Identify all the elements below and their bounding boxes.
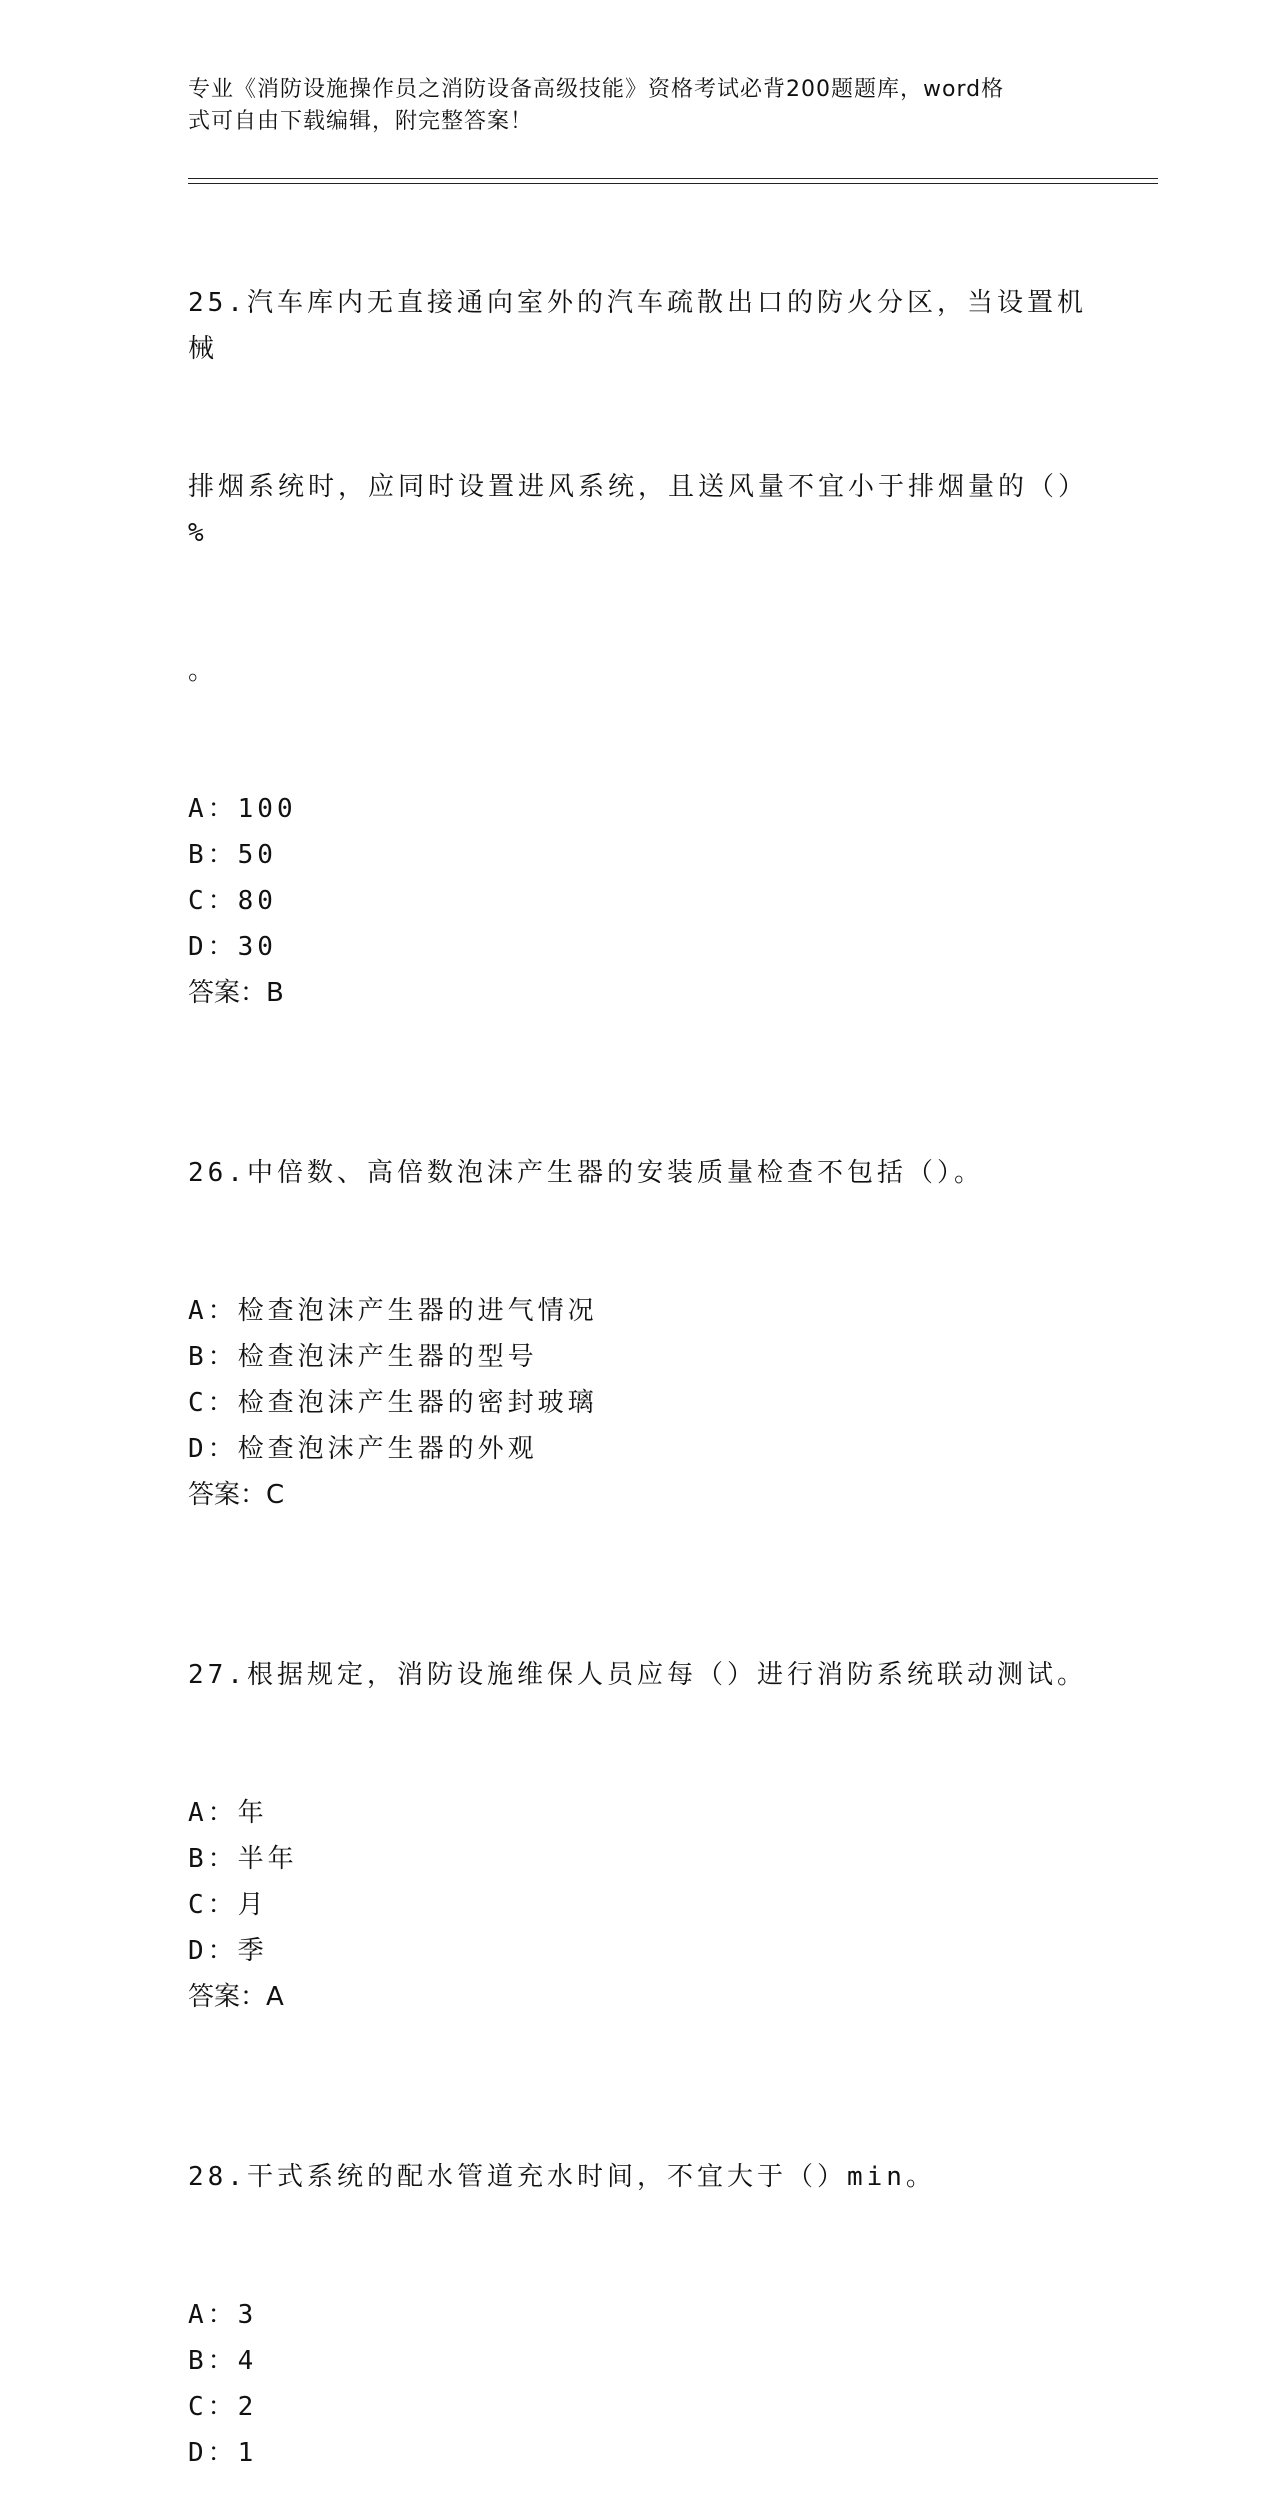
answer: 答案：A (188, 1982, 284, 2012)
option-a: A：3 (188, 2300, 258, 2330)
document-header (188, 74, 1088, 138)
option-c: C：检查泡沫产生器的密封玻璃 (188, 1388, 598, 1418)
header-line-2: 式可自由下载编辑，附完整答案！ (188, 109, 534, 134)
stem-line: 排烟系统时，应同时设置进风系统，且送风量不宜小于排烟量的（）% (188, 472, 1089, 548)
answer: 答案：C (188, 1480, 285, 1510)
option-b: B：半年 (188, 1844, 298, 1874)
option-b: B：4 (188, 2346, 258, 2376)
question-stem (188, 1560, 1088, 1790)
question-27 (188, 1560, 1088, 2020)
option-a: A：检查泡沫产生器的进气情况 (188, 1296, 598, 1326)
stem-line: 。 (188, 656, 219, 686)
option-b: B：50 (188, 840, 277, 870)
option-d: D：季 (188, 1936, 268, 1966)
stem-line: 27.根据规定，消防设施维保人员应每（）进行消防系统联动测试。 (188, 1660, 1087, 1690)
option-c: C：80 (188, 886, 277, 916)
option-b: B：检查泡沫产生器的型号 (188, 1342, 538, 1372)
stem-line: 28.干式系统的配水管道充水时间，不宜大于（）min。 (188, 2162, 936, 2192)
question-stem (188, 2062, 1088, 2292)
header-divider-top (188, 178, 1158, 179)
option-d: D：检查泡沫产生器的外观 (188, 1434, 538, 1464)
header-divider-bottom (188, 183, 1158, 184)
stem-line: 26.中倍数、高倍数泡沫产生器的安装质量检查不包括（）。 (188, 1158, 984, 1188)
question-25 (188, 188, 1088, 1016)
option-d: D：1 (188, 2438, 258, 2468)
question-26 (188, 1058, 1088, 1518)
option-a: A：年 (188, 1798, 268, 1828)
option-c: C：月 (188, 1890, 268, 1920)
answer: 答案：B (188, 978, 284, 1008)
option-a: A：100 (188, 794, 297, 824)
option-d: D：30 (188, 932, 277, 962)
question-list (188, 188, 1088, 2518)
question-28 (188, 2062, 1088, 2476)
header-line-1: 专业《消防设施操作员之消防设备高级技能》资格考试必背200题题库，word格 (188, 77, 1005, 102)
stem-line: 25.汽车库内无直接通向室外的汽车疏散出口的防火分区，当设置机械 (188, 288, 1087, 364)
option-c: C：2 (188, 2392, 258, 2422)
question-stem (188, 1058, 1088, 1288)
question-stem (188, 188, 1088, 786)
